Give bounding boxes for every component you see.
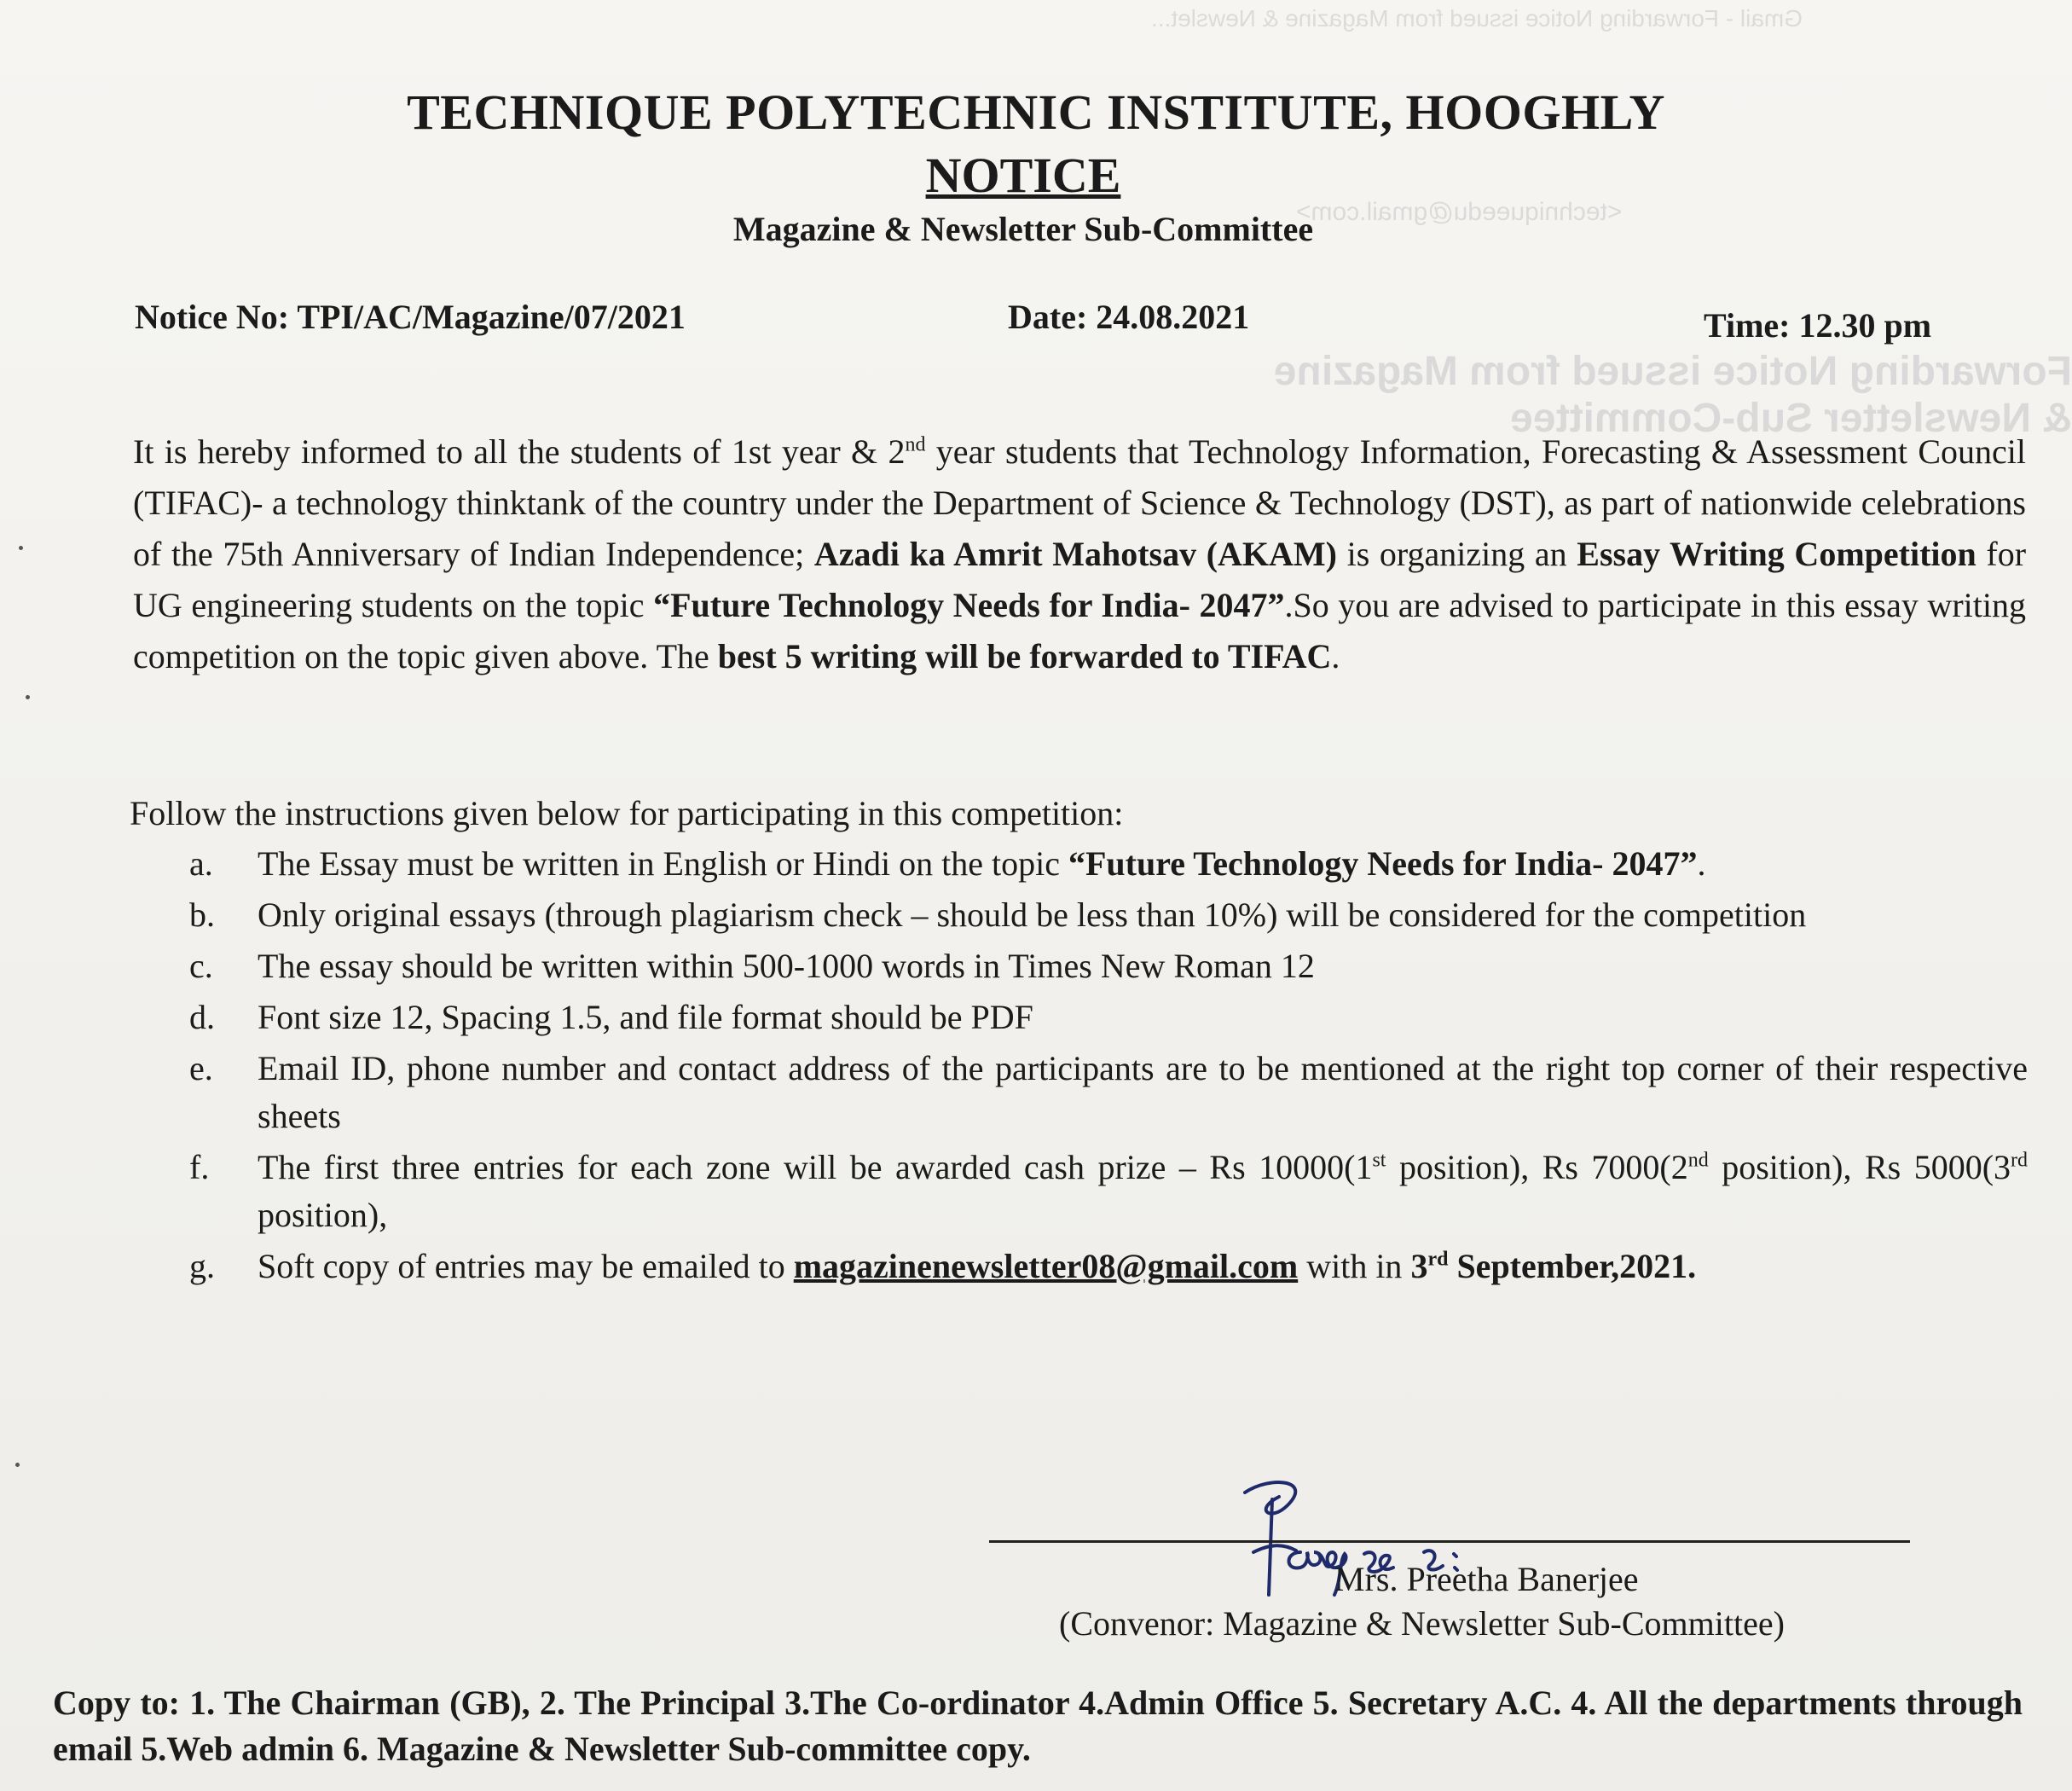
item-label: d. [189, 998, 215, 1036]
item-label: b. [189, 896, 215, 934]
committee-name: Magazine & Newsletter Sub-Committee [732, 210, 1314, 248]
item-text: . [1697, 844, 1706, 883]
notice-title: NOTICE [925, 148, 1121, 203]
akam-name: Azadi ka Amrit Mahotsav (AKAM) [813, 535, 1337, 573]
signer-name: Mrs. Preetha Banerjee [1334, 1560, 1639, 1598]
scan-speck [15, 1463, 20, 1467]
item-text: Email ID, phone number and contact address of the participants are to be mentioned at the right top corner of their respective sheets [258, 1049, 2028, 1135]
essay-topic: “Future Technology Needs for India- 2047” [653, 586, 1285, 624]
instructions-intro: Follow the instructions given below for participating in this competition: [130, 794, 1124, 832]
instruction-item [186, 1144, 2028, 1239]
item-label: a. [189, 844, 213, 883]
bleed-through-heading: Forwarding Notice issued from Magazine & Newsletter Sub-Committee [1273, 349, 2072, 441]
bleed-through-email: <techniqueedu@gmail.com> [1296, 198, 1623, 226]
body-text: for UG engineering students on the topic [133, 535, 2027, 624]
item-label: c. [189, 947, 213, 985]
body-text: It is hereby informed to all the students of 1st year & 2 [133, 432, 906, 471]
instruction-item [186, 942, 2028, 990]
competition-name: Essay Writing Competition [1577, 535, 1977, 573]
item-text: position), [258, 1196, 388, 1234]
instructions-list [186, 840, 2028, 1294]
item-text: The Essay must be written in English or Hindi on the topic [258, 844, 1068, 883]
item-text: Font size 12, Spacing 1.5, and file format should be PDF [258, 998, 1033, 1036]
notice-body [133, 426, 2026, 682]
scan-speck [19, 546, 23, 550]
institute-name: TECHNIQUE POLYTECHNIC INSTITUTE, HOOGHLY [407, 84, 1665, 140]
copy-to: Copy to: 1. The Chairman (GB), 2. The Principal 3.The Co-ordinator 4.Admin Office 5. Secretary A.C. 4. All the departments through email 5.Web admin 6. Magazine & Newsletter Sub-committee copy. [53, 1684, 2023, 1768]
item-text: position), Rs 5000(3 [1708, 1148, 2011, 1186]
instruction-item [186, 1045, 2028, 1140]
instruction-item [186, 994, 2028, 1041]
signer-role: (Convenor: Magazine & Newsletter Sub-Committee) [1059, 1604, 1785, 1643]
item-sup: nd [1687, 1149, 1709, 1172]
item-label: f. [189, 1148, 210, 1186]
body-sup: nd [905, 433, 926, 456]
scan-speck [26, 695, 30, 699]
instruction-item [186, 891, 2028, 939]
deadline-sup: rd [1427, 1248, 1449, 1271]
body-text: . [1331, 637, 1340, 675]
forwarding-note: best 5 writing will be forwarded to TIFAC [717, 637, 1332, 675]
item-topic: “Future Technology Needs for India- 2047” [1068, 844, 1698, 883]
submission-email-link[interactable]: magazinenewsletter08@gmail.com [793, 1247, 1299, 1285]
item-text: Only original essays (through plagiarism check – should be less than 10%) will be considered for the competition [258, 896, 1807, 934]
item-text: The first three entries for each zone will be awarded cash prize – Rs 10000(1 [258, 1148, 1373, 1186]
deadline-month: September,2021. [1448, 1247, 1697, 1285]
instruction-item [186, 840, 2028, 888]
notice-number: Notice No: TPI/AC/Magazine/07/2021 [135, 298, 686, 336]
item-text: position), Rs 7000(2 [1386, 1148, 1688, 1186]
signature-line [989, 1540, 1910, 1543]
item-text: Soft copy of entries may be emailed to [258, 1247, 794, 1285]
item-text: with in [1298, 1247, 1411, 1285]
bleed-through-text: Gmail - Forwarding Notice issued from Magazine & Newslet... [1151, 5, 1803, 32]
notice-time: Time: 12.30 pm [1704, 306, 1932, 345]
deadline-day: 3 [1410, 1247, 1428, 1285]
item-text: The essay should be written within 500-1000 words in Times New Roman 12 [258, 947, 1315, 985]
body-text: year students that Technology Information, Forecasting & Assessment Council (TIFAC)- a technology thinktank of the country under the Department of Science & Technology (DST), as part of nationwide celebrations of the 75th Anniversary of Indian Independence; [133, 432, 2027, 573]
notice-date: Date: 24.08.2021 [1008, 298, 1250, 336]
instruction-item [186, 1243, 2028, 1290]
body-text: is organizing an [1337, 535, 1577, 573]
item-label: g. [189, 1247, 215, 1285]
item-sup: rd [2011, 1149, 2029, 1172]
body-text: .So you are advised to participate in this essay writing competition on the topic given above. The [133, 586, 2026, 675]
item-label: e. [189, 1049, 213, 1087]
item-sup: st [1372, 1149, 1386, 1172]
